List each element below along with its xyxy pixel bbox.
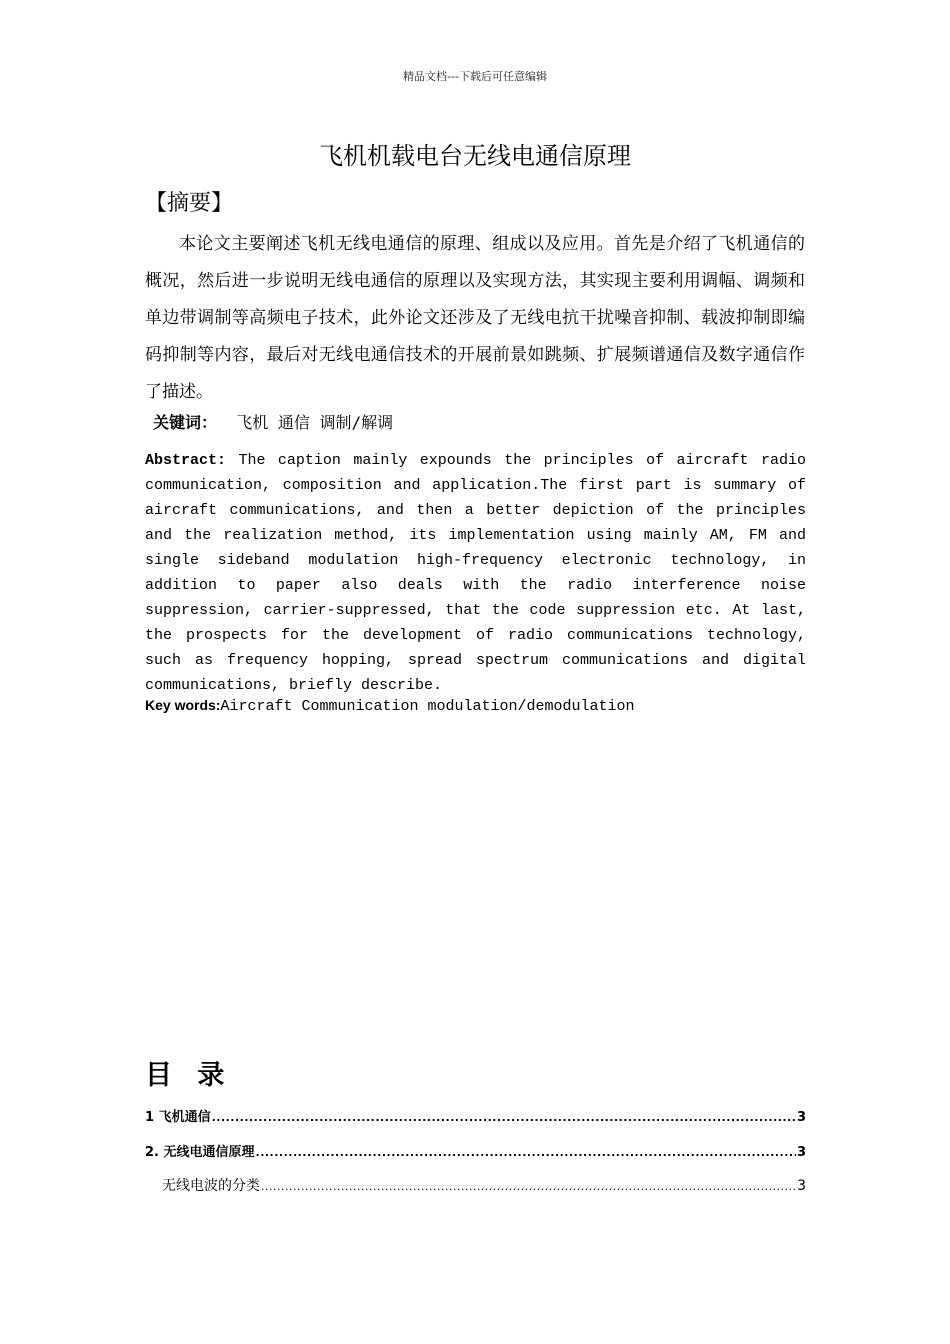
toc-entry-label: 无线电波的分类 bbox=[162, 1178, 260, 1194]
document-title: 飞机机载电台无线电通信原理 bbox=[319, 142, 631, 170]
toc-entry-label: 1 飞机通信 bbox=[145, 1110, 211, 1125]
abstract-english-text: The caption mainly expounds the principles of aircraft radio communication, composition and application.The first part is summary of aircraft communications, and then a better depiction of the principles and the realization method, its implementation using mainly AM, FM and single sideband modulation high-frequency electronic technology, in addition to paper also deals with the radio interference noise suppression, carrier-suppressed, that the code suppression etc. At last, the prospects for the development of radio communications technology, such as frequency hopping, spread spectrum communications and digital communications, briefly describe. bbox=[145, 452, 806, 694]
keywords-chinese-value: 飞机 通信 调制/解调 bbox=[217, 413, 394, 432]
toc-leader-dots bbox=[256, 1146, 796, 1159]
keywords-english-value: Aircraft Communication modulation/demodulation bbox=[220, 698, 635, 715]
keywords-english-label: Key words: bbox=[145, 697, 221, 713]
toc-heading: 目 录 bbox=[145, 1060, 233, 1091]
toc-entry-page: 3 bbox=[796, 1110, 806, 1125]
keywords-chinese bbox=[153, 410, 393, 433]
toc-entry-label: 2. 无线电通信原理 bbox=[145, 1145, 255, 1160]
abstract-english-label: Abstract: bbox=[145, 452, 227, 469]
abstract-chinese-paragraph: 本论文主要阐述飞机无线电通信的原理、组成以及应用。首先是介绍了飞机通信的概况，然后进一步说明无线电通信的原理以及实现方法，其实现主要利用调幅、调频和单边带调制等高频电子技术，此外论文还涉及了无线电抗干扰噪音抑制、载波抑制即编码抑制等内容，最后对无线电通信技术的开展前景如跳频、扩展频谱通信及数字通信作了描述。 bbox=[145, 234, 805, 402]
toc-entry-page: 3 bbox=[797, 1178, 806, 1194]
toc-entry-aircraft-communication[interactable] bbox=[145, 1106, 806, 1125]
abstract-english-paragraph bbox=[145, 448, 806, 698]
toc-entry-radio-principle[interactable] bbox=[145, 1141, 806, 1160]
toc-leader-dots bbox=[261, 1180, 796, 1193]
toc-entry-page: 3 bbox=[796, 1145, 806, 1160]
keywords-english bbox=[145, 697, 635, 715]
keywords-chinese-label: 关键词： bbox=[153, 413, 218, 432]
toc-leader-dots bbox=[212, 1111, 796, 1124]
abstract-heading: 【摘要】 bbox=[145, 191, 234, 216]
page-header-note: 精品文档---下载后可任意编辑 bbox=[403, 70, 547, 83]
toc-entry-radio-wave-classification[interactable] bbox=[162, 1175, 806, 1195]
